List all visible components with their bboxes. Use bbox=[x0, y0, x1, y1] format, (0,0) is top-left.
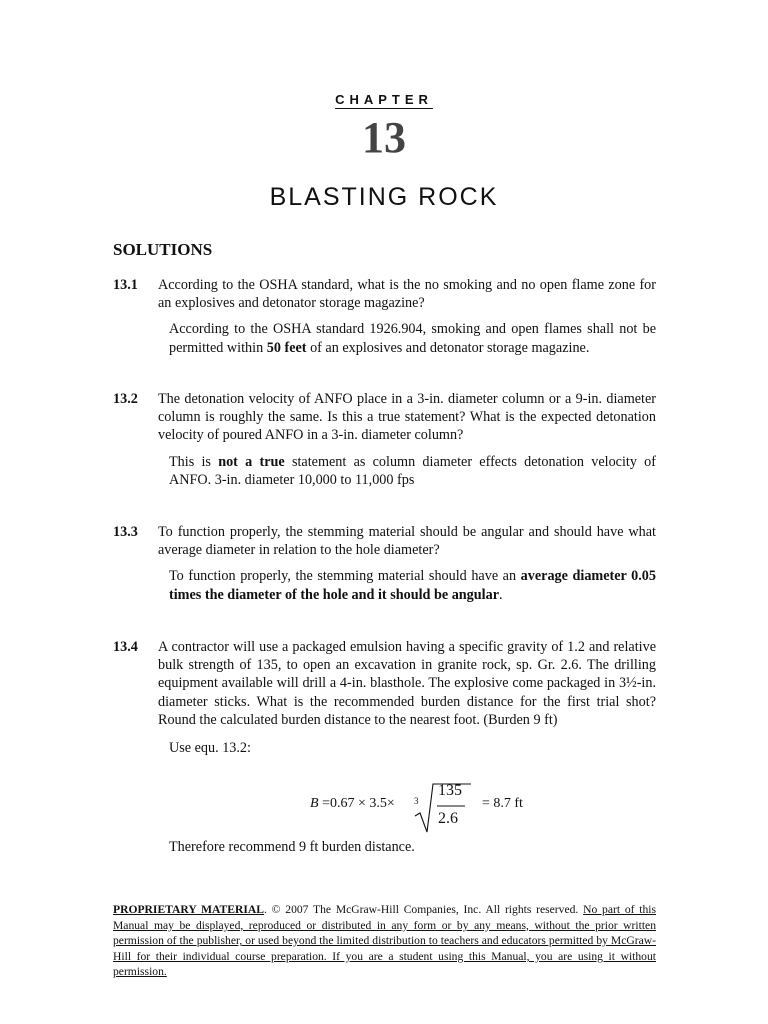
problem-number: 13.1 bbox=[113, 277, 138, 293]
footer-notice: No part of this Manual may be displayed, reproduced or distributed in any form or by any means, without the prior written permission of the publisher, or used beyond the limited distribution to teachers and educators permitted by McGraw-Hill for their individual course preparation. If you are a student using this Manual, you are using it without permission. bbox=[113, 903, 656, 979]
problem-13-4-conclusion bbox=[113, 838, 656, 856]
problem-13-1 bbox=[113, 276, 656, 357]
problem-number: 13.4 bbox=[113, 639, 138, 655]
footer-label: PROPRIETARY MATERIAL bbox=[113, 903, 265, 916]
chapter-label bbox=[0, 92, 768, 107]
problem-answer bbox=[169, 567, 656, 603]
root-index: 3 bbox=[414, 796, 419, 806]
answer-text: According to the OSHA standard 1926.904, smoking and open flames shall not be permitted within bbox=[169, 321, 656, 356]
problem-number: 13.2 bbox=[113, 391, 138, 407]
footer-text: . © 2007 The McGraw-Hill Companies, Inc. All rights reserved. bbox=[264, 903, 584, 916]
answer-bold: 50 feet bbox=[266, 339, 307, 356]
answer-bold: not a true bbox=[218, 453, 285, 470]
answer-text: of an explosives and detonator storage magazine. bbox=[306, 339, 590, 356]
problem-answer bbox=[169, 453, 656, 489]
equation-result: = 8.7 ft bbox=[482, 796, 523, 811]
problem-question: A contractor will use a packaged emulsion having a specific gravity of 1.2 and relative bulk strength of 135, to open an excavation in granite rock, sp. Gr. 2.6. The drilling equipment available will drill a 4-in. blasthole. The explosive come packaged in 3½-in. diameter sticks. What is the recommended burden distance for the first trial shot? Round the calculated burden distance to the nearest foot. (Burden 9 ft) bbox=[158, 639, 656, 728]
chapter-title: BLASTING ROCK bbox=[269, 183, 499, 211]
problem-13-3 bbox=[113, 523, 656, 604]
copyright-footer bbox=[113, 902, 656, 980]
use-equation-text: Use equ. 13.2: bbox=[169, 740, 251, 757]
fraction-numerator: 135 bbox=[438, 782, 462, 799]
answer-text: To function properly, the stemming material should have an bbox=[169, 568, 521, 585]
problem-13-2 bbox=[113, 390, 656, 489]
section-title: SOLUTIONS bbox=[113, 240, 213, 259]
chapter-label-text: CHAPTER bbox=[335, 92, 433, 107]
equation-lhs: =0.67 × 3.5× bbox=[318, 796, 395, 811]
chapter-number: 13 bbox=[362, 113, 406, 162]
answer-text: . bbox=[499, 586, 503, 603]
fraction-denominator: 2.6 bbox=[438, 810, 458, 827]
problem-question: The detonation velocity of ANFO place in a 3-in. diameter column or a 9-in. diameter column is roughly the same. Is this a true statement? What is the expected detonation velocity of poured ANFO in a 3-in. diameter column? bbox=[158, 391, 656, 444]
conclusion-text: Therefore recommend 9 ft burden distance. bbox=[169, 839, 415, 855]
problem-13-4 bbox=[113, 638, 656, 757]
answer-text: statement as column diameter effects detonation velocity of ANFO. 3-in. diameter 10,000 to 11,000 fps bbox=[169, 453, 657, 488]
answer-bold: average diameter 0.05 times the diameter of the hole and it should be angular bbox=[169, 568, 656, 603]
problem-question: According to the OSHA standard, what is the no smoking and no open flame zone for an explosives and detonator storage magazine? bbox=[158, 277, 656, 312]
equation-variable: B bbox=[310, 796, 319, 811]
answer-text: This is bbox=[169, 453, 219, 470]
problem-number: 13.3 bbox=[113, 524, 138, 540]
problem-answer bbox=[169, 320, 656, 356]
problem-question: To function properly, the stemming material should be angular and should have what average diameter in relation to the hole diameter? bbox=[158, 524, 656, 559]
